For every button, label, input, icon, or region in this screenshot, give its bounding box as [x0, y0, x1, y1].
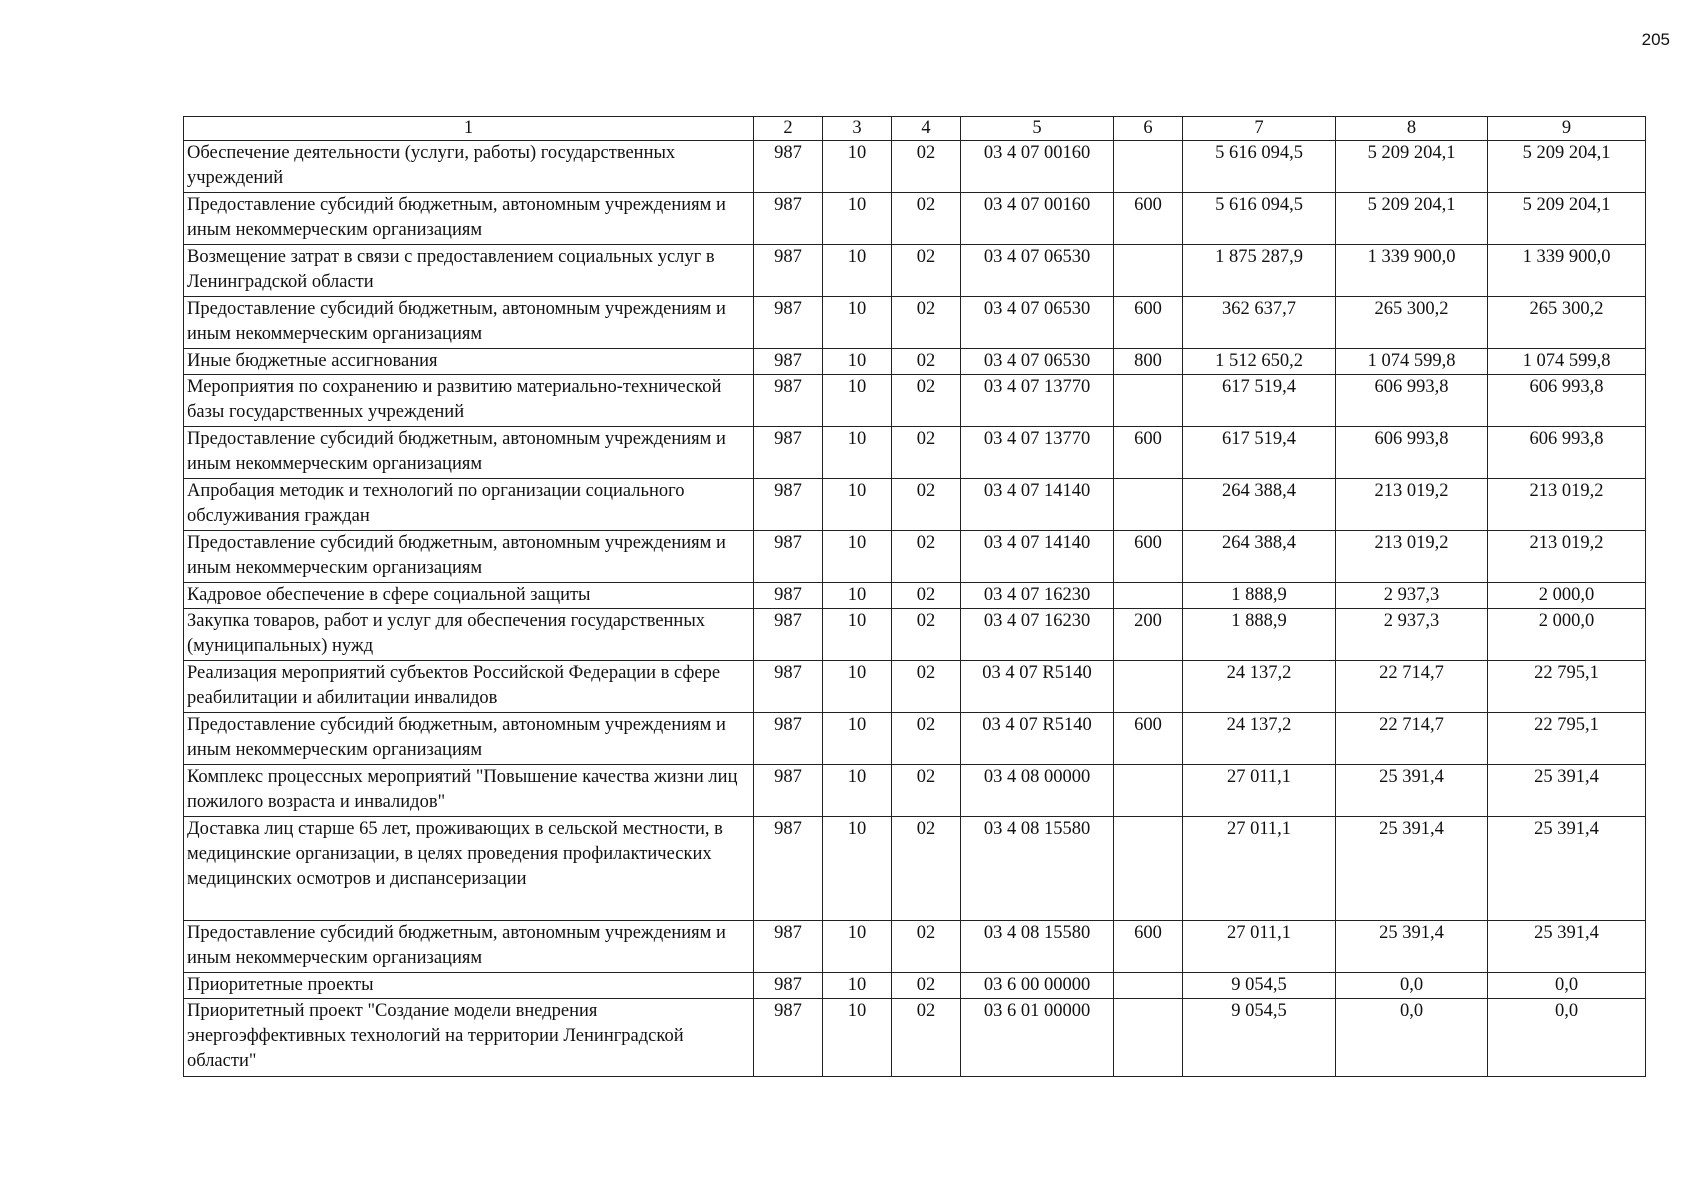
expense-type-cell: 800 — [1114, 349, 1183, 375]
code-cell-2: 987 — [754, 297, 823, 349]
target-article-cell: 03 4 08 15580 — [961, 817, 1114, 921]
table-body — [184, 141, 1646, 1077]
code-cell-3: 10 — [823, 297, 892, 349]
code-cell-3: 10 — [823, 245, 892, 297]
target-article-cell: 03 4 07 00160 — [961, 193, 1114, 245]
row-name-cell: Обеспечение деятельности (услуги, работы) государственных учреждений — [184, 141, 754, 193]
table-row — [184, 817, 1646, 921]
code-cell-2: 987 — [754, 349, 823, 375]
amount-cell-7: 1 512 650,2 — [1183, 349, 1336, 375]
code-cell-4: 02 — [892, 609, 961, 661]
code-cell-3: 10 — [823, 375, 892, 427]
amount-cell-9: 25 391,4 — [1488, 817, 1646, 921]
table-row — [184, 375, 1646, 427]
expense-type-cell — [1114, 479, 1183, 531]
amount-cell-9: 25 391,4 — [1488, 921, 1646, 973]
target-article-cell: 03 4 07 13770 — [961, 427, 1114, 479]
target-article-cell: 03 6 01 00000 — [961, 999, 1114, 1077]
amount-cell-7: 27 011,1 — [1183, 921, 1336, 973]
code-cell-3: 10 — [823, 427, 892, 479]
code-cell-2: 987 — [754, 765, 823, 817]
amount-cell-9: 213 019,2 — [1488, 479, 1646, 531]
code-cell-2: 987 — [754, 531, 823, 583]
amount-cell-9: 606 993,8 — [1488, 375, 1646, 427]
budget-table — [183, 116, 1646, 1077]
table-row — [184, 427, 1646, 479]
target-article-cell: 03 4 07 14140 — [961, 479, 1114, 531]
expense-type-cell: 600 — [1114, 713, 1183, 765]
amount-cell-8: 25 391,4 — [1336, 817, 1488, 921]
target-article-cell: 03 4 07 14140 — [961, 531, 1114, 583]
amount-cell-9: 25 391,4 — [1488, 765, 1646, 817]
code-cell-4: 02 — [892, 349, 961, 375]
expense-type-cell: 600 — [1114, 297, 1183, 349]
amount-cell-7: 264 388,4 — [1183, 531, 1336, 583]
code-cell-4: 02 — [892, 765, 961, 817]
target-article-cell: 03 4 07 R5140 — [961, 713, 1114, 765]
code-cell-3: 10 — [823, 661, 892, 713]
expense-type-cell — [1114, 765, 1183, 817]
code-cell-3: 10 — [823, 973, 892, 999]
column-header: 7 — [1183, 117, 1336, 141]
expense-type-cell — [1114, 999, 1183, 1077]
amount-cell-8: 22 714,7 — [1336, 661, 1488, 713]
target-article-cell: 03 6 00 00000 — [961, 973, 1114, 999]
amount-cell-9: 606 993,8 — [1488, 427, 1646, 479]
amount-cell-8: 22 714,7 — [1336, 713, 1488, 765]
code-cell-4: 02 — [892, 999, 961, 1077]
amount-cell-9: 0,0 — [1488, 973, 1646, 999]
amount-cell-8: 2 937,3 — [1336, 609, 1488, 661]
code-cell-4: 02 — [892, 479, 961, 531]
amount-cell-8: 0,0 — [1336, 973, 1488, 999]
row-name-cell: Иные бюджетные ассигнования — [184, 349, 754, 375]
amount-cell-7: 27 011,1 — [1183, 817, 1336, 921]
code-cell-4: 02 — [892, 375, 961, 427]
amount-cell-7: 264 388,4 — [1183, 479, 1336, 531]
expense-type-cell — [1114, 375, 1183, 427]
row-name-cell: Комплекс процессных мероприятий "Повышение качества жизни лиц пожилого возраста и инвалидов" — [184, 765, 754, 817]
expense-type-cell — [1114, 245, 1183, 297]
amount-cell-7: 24 137,2 — [1183, 661, 1336, 713]
code-cell-3: 10 — [823, 479, 892, 531]
code-cell-2: 987 — [754, 193, 823, 245]
code-cell-2: 987 — [754, 921, 823, 973]
column-header: 3 — [823, 117, 892, 141]
code-cell-2: 987 — [754, 999, 823, 1077]
expense-type-cell — [1114, 973, 1183, 999]
page-number: 205 — [1641, 30, 1670, 49]
code-cell-4: 02 — [892, 141, 961, 193]
amount-cell-8: 0,0 — [1336, 999, 1488, 1077]
expense-type-cell — [1114, 817, 1183, 921]
code-cell-3: 10 — [823, 141, 892, 193]
code-cell-4: 02 — [892, 427, 961, 479]
code-cell-4: 02 — [892, 817, 961, 921]
code-cell-4: 02 — [892, 245, 961, 297]
amount-cell-8: 606 993,8 — [1336, 427, 1488, 479]
amount-cell-7: 1 875 287,9 — [1183, 245, 1336, 297]
target-article-cell: 03 4 07 16230 — [961, 583, 1114, 609]
amount-cell-8: 5 209 204,1 — [1336, 141, 1488, 193]
code-cell-2: 987 — [754, 661, 823, 713]
expense-type-cell: 200 — [1114, 609, 1183, 661]
row-name-cell: Предоставление субсидий бюджетным, автономным учреждениям и иным некоммерческим организациям — [184, 531, 754, 583]
amount-cell-7: 617 519,4 — [1183, 375, 1336, 427]
code-cell-3: 10 — [823, 583, 892, 609]
column-header: 6 — [1114, 117, 1183, 141]
column-header: 1 — [184, 117, 754, 141]
amount-cell-7: 362 637,7 — [1183, 297, 1336, 349]
target-article-cell: 03 4 07 16230 — [961, 609, 1114, 661]
table-row — [184, 245, 1646, 297]
amount-cell-7: 1 888,9 — [1183, 609, 1336, 661]
amount-cell-8: 606 993,8 — [1336, 375, 1488, 427]
row-name-cell: Предоставление субсидий бюджетным, автономным учреждениям и иным некоммерческим организациям — [184, 921, 754, 973]
row-name-cell: Возмещение затрат в связи с предоставлением социальных услуг в Ленинградской области — [184, 245, 754, 297]
table-row — [184, 713, 1646, 765]
code-cell-3: 10 — [823, 349, 892, 375]
amount-cell-8: 5 209 204,1 — [1336, 193, 1488, 245]
amount-cell-9: 1 339 900,0 — [1488, 245, 1646, 297]
amount-cell-9: 2 000,0 — [1488, 583, 1646, 609]
row-name-cell: Доставка лиц старше 65 лет, проживающих в сельской местности, в медицинские организации, в целях проведения профилактических медицинских осмотров и диспансеризации — [184, 817, 754, 921]
code-cell-2: 987 — [754, 973, 823, 999]
row-name-cell: Реализация мероприятий субъектов Российской Федерации в сфере реабилитации и абилитации инвалидов — [184, 661, 754, 713]
expense-type-cell: 600 — [1114, 531, 1183, 583]
row-name-cell: Приоритетные проекты — [184, 973, 754, 999]
amount-cell-8: 2 937,3 — [1336, 583, 1488, 609]
row-name-cell: Апробация методик и технологий по организации социального обслуживания граждан — [184, 479, 754, 531]
expense-type-cell — [1114, 661, 1183, 713]
code-cell-4: 02 — [892, 713, 961, 765]
code-cell-2: 987 — [754, 609, 823, 661]
amount-cell-9: 22 795,1 — [1488, 713, 1646, 765]
row-name-cell: Предоставление субсидий бюджетным, автономным учреждениям и иным некоммерческим организациям — [184, 193, 754, 245]
table-row — [184, 479, 1646, 531]
code-cell-4: 02 — [892, 973, 961, 999]
amount-cell-7: 1 888,9 — [1183, 583, 1336, 609]
column-header: 2 — [754, 117, 823, 141]
target-article-cell: 03 4 07 00160 — [961, 141, 1114, 193]
amount-cell-7: 9 054,5 — [1183, 973, 1336, 999]
code-cell-3: 10 — [823, 921, 892, 973]
code-cell-4: 02 — [892, 297, 961, 349]
code-cell-4: 02 — [892, 661, 961, 713]
code-cell-4: 02 — [892, 921, 961, 973]
expense-type-cell: 600 — [1114, 193, 1183, 245]
code-cell-3: 10 — [823, 531, 892, 583]
code-cell-4: 02 — [892, 193, 961, 245]
code-cell-2: 987 — [754, 375, 823, 427]
code-cell-4: 02 — [892, 583, 961, 609]
amount-cell-9: 1 074 599,8 — [1488, 349, 1646, 375]
amount-cell-9: 5 209 204,1 — [1488, 141, 1646, 193]
row-name-cell: Приоритетный проект "Создание модели внедрения энергоэффективных технологий на территории Ленинградской области" — [184, 999, 754, 1077]
code-cell-2: 987 — [754, 713, 823, 765]
table-row — [184, 141, 1646, 193]
amount-cell-7: 5 616 094,5 — [1183, 141, 1336, 193]
target-article-cell: 03 4 08 00000 — [961, 765, 1114, 817]
code-cell-2: 987 — [754, 817, 823, 921]
table-row — [184, 349, 1646, 375]
row-name-cell: Предоставление субсидий бюджетным, автономным учреждениям и иным некоммерческим организациям — [184, 713, 754, 765]
code-cell-2: 987 — [754, 245, 823, 297]
code-cell-3: 10 — [823, 999, 892, 1077]
amount-cell-8: 25 391,4 — [1336, 921, 1488, 973]
table-row — [184, 921, 1646, 973]
amount-cell-8: 1 074 599,8 — [1336, 349, 1488, 375]
amount-cell-8: 265 300,2 — [1336, 297, 1488, 349]
column-header: 4 — [892, 117, 961, 141]
table-row — [184, 999, 1646, 1077]
target-article-cell: 03 4 07 R5140 — [961, 661, 1114, 713]
row-name-cell: Кадровое обеспечение в сфере социальной защиты — [184, 583, 754, 609]
table-row — [184, 973, 1646, 999]
code-cell-2: 987 — [754, 479, 823, 531]
table-row — [184, 765, 1646, 817]
column-header: 5 — [961, 117, 1114, 141]
table-row — [184, 609, 1646, 661]
amount-cell-7: 617 519,4 — [1183, 427, 1336, 479]
amount-cell-7: 5 616 094,5 — [1183, 193, 1336, 245]
amount-cell-8: 213 019,2 — [1336, 479, 1488, 531]
row-name-cell: Закупка товаров, работ и услуг для обеспечения государственных (муниципальных) нужд — [184, 609, 754, 661]
amount-cell-9: 2 000,0 — [1488, 609, 1646, 661]
amount-cell-7: 24 137,2 — [1183, 713, 1336, 765]
column-header: 9 — [1488, 117, 1646, 141]
target-article-cell: 03 4 08 15580 — [961, 921, 1114, 973]
code-cell-2: 987 — [754, 427, 823, 479]
code-cell-4: 02 — [892, 531, 961, 583]
amount-cell-9: 22 795,1 — [1488, 661, 1646, 713]
amount-cell-8: 25 391,4 — [1336, 765, 1488, 817]
target-article-cell: 03 4 07 06530 — [961, 245, 1114, 297]
expense-type-cell — [1114, 583, 1183, 609]
table-row — [184, 297, 1646, 349]
amount-cell-9: 5 209 204,1 — [1488, 193, 1646, 245]
table-row — [184, 531, 1646, 583]
code-cell-3: 10 — [823, 713, 892, 765]
code-cell-3: 10 — [823, 817, 892, 921]
amount-cell-8: 213 019,2 — [1336, 531, 1488, 583]
table-row — [184, 583, 1646, 609]
amount-cell-7: 9 054,5 — [1183, 999, 1336, 1077]
expense-type-cell: 600 — [1114, 427, 1183, 479]
code-cell-3: 10 — [823, 765, 892, 817]
table-row — [184, 661, 1646, 713]
amount-cell-7: 27 011,1 — [1183, 765, 1336, 817]
amount-cell-9: 0,0 — [1488, 999, 1646, 1077]
column-header: 8 — [1336, 117, 1488, 141]
expense-type-cell: 600 — [1114, 921, 1183, 973]
header-row — [184, 117, 1646, 141]
code-cell-3: 10 — [823, 609, 892, 661]
table-row — [184, 193, 1646, 245]
amount-cell-9: 265 300,2 — [1488, 297, 1646, 349]
row-name-cell: Предоставление субсидий бюджетным, автономным учреждениям и иным некоммерческим организациям — [184, 427, 754, 479]
code-cell-3: 10 — [823, 193, 892, 245]
target-article-cell: 03 4 07 06530 — [961, 349, 1114, 375]
row-name-cell: Мероприятия по сохранению и развитию материально-технической базы государственных учреждений — [184, 375, 754, 427]
amount-cell-9: 213 019,2 — [1488, 531, 1646, 583]
code-cell-2: 987 — [754, 583, 823, 609]
target-article-cell: 03 4 07 06530 — [961, 297, 1114, 349]
target-article-cell: 03 4 07 13770 — [961, 375, 1114, 427]
amount-cell-8: 1 339 900,0 — [1336, 245, 1488, 297]
expense-type-cell — [1114, 141, 1183, 193]
row-name-cell: Предоставление субсидий бюджетным, автономным учреждениям и иным некоммерческим организациям — [184, 297, 754, 349]
code-cell-2: 987 — [754, 141, 823, 193]
